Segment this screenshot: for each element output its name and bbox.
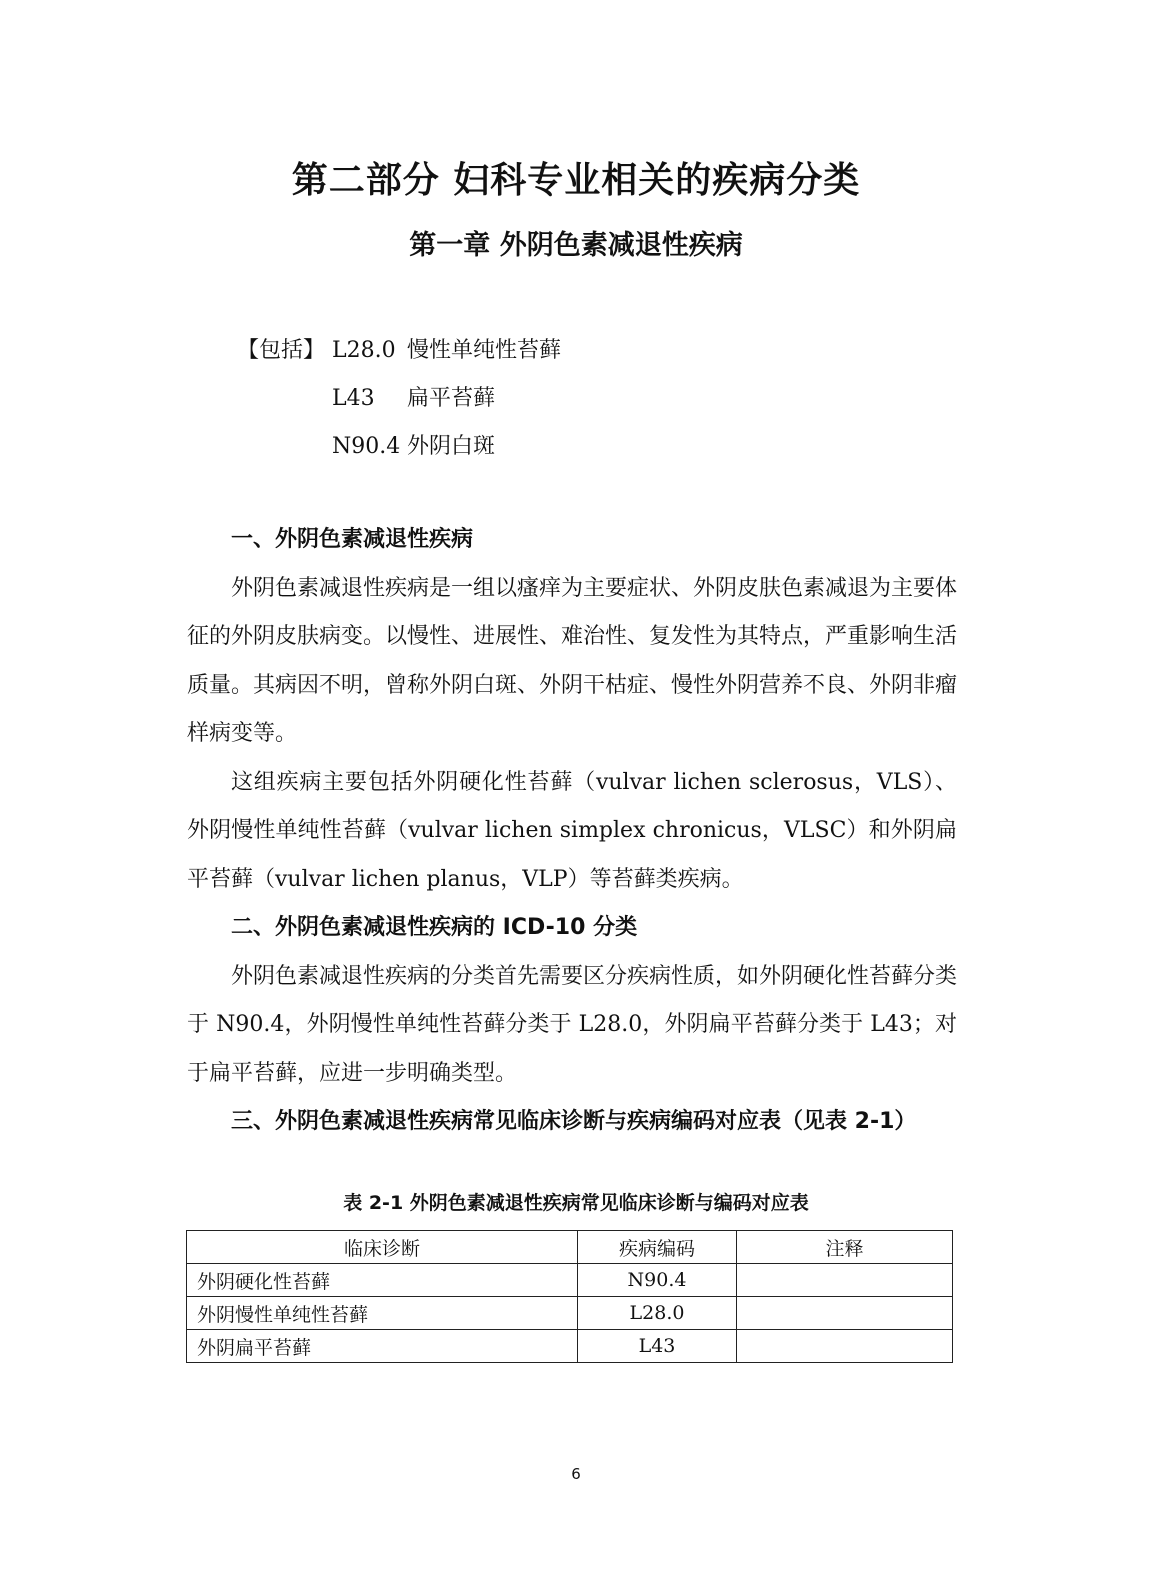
note-cell xyxy=(737,1330,953,1363)
note-cell xyxy=(737,1297,953,1330)
includes-row xyxy=(237,423,561,471)
column-header: 疾病编码 xyxy=(578,1231,737,1264)
column-header: 临床诊断 xyxy=(187,1231,578,1264)
table-row xyxy=(187,1264,953,1297)
body-content xyxy=(187,516,957,1147)
includes-label: 【包括】 xyxy=(237,338,326,363)
includes-name: 扁平苔藓 xyxy=(407,386,496,411)
column-header: 注释 xyxy=(737,1231,953,1264)
section-heading-1: 一、外阴色素减退性疾病 xyxy=(231,527,474,552)
includes-code: L43 xyxy=(332,386,375,411)
code-cell: N90.4 xyxy=(578,1264,737,1297)
table-row xyxy=(187,1330,953,1363)
diagnosis-code-table xyxy=(186,1230,953,1363)
includes-name: 外阴白斑 xyxy=(407,434,496,459)
includes-row xyxy=(237,327,561,375)
diagnosis-cell: 外阴扁平苔藓 xyxy=(187,1330,578,1363)
includes-row xyxy=(237,375,561,423)
table-row xyxy=(187,1297,953,1330)
includes-block xyxy=(237,327,561,471)
part-title: 第二部分 妇科专业相关的疾病分类 xyxy=(291,160,861,201)
code-cell: L28.0 xyxy=(578,1297,737,1330)
diagnosis-cell: 外阴慢性单纯性苔藓 xyxy=(187,1297,578,1330)
paragraph: 这组疾病主要包括外阴硬化性苔藓（vulvar lichen sclerosus，VLS）、外阴慢性单纯性苔藓（vulvar lichen simplex chronicus，VLSC）和外阴扁平苔藓（vulvar lichen planus，VLP）等苔藓类疾病。 xyxy=(187,769,957,892)
diagnosis-cell: 外阴硬化性苔藓 xyxy=(187,1264,578,1297)
chapter-title: 第一章 外阴色素减退性疾病 xyxy=(409,230,743,261)
includes-code: N90.4 xyxy=(332,434,401,459)
section-heading-2: 二、外阴色素减退性疾病的 ICD-10 分类 xyxy=(231,915,638,940)
paragraph: 外阴色素减退性疾病是一组以瘙痒为主要症状、外阴皮肤色素减退为主要体征的外阴皮肤病变。以慢性、进展性、难治性、复发性为其特点，严重影响生活质量。其病因不明，曾称外阴白斑、外阴干枯症、慢性外阴营养不良、外阴非瘤样病变等。 xyxy=(187,575,958,746)
includes-code: L28.0 xyxy=(332,338,396,363)
page-number: 6 xyxy=(571,1465,581,1483)
includes-name: 慢性单纯性苔藓 xyxy=(407,338,562,363)
paragraph: 外阴色素减退性疾病的分类首先需要区分疾病性质，如外阴硬化性苔藓分类于 N90.4，外阴慢性单纯性苔藓分类于 L28.0，外阴扁平苔藓分类于 L43；对于扁平苔藓，应进一步明确类型。 xyxy=(187,963,958,1086)
table-header-row xyxy=(187,1231,953,1264)
note-cell xyxy=(737,1264,953,1297)
section-heading-3: 三、外阴色素减退性疾病常见临床诊断与疾病编码对应表（见表 2-1） xyxy=(231,1109,917,1134)
table-caption: 表 2-1 外阴色素减退性疾病常见临床诊断与编码对应表 xyxy=(343,1192,809,1214)
code-cell: L43 xyxy=(578,1330,737,1363)
